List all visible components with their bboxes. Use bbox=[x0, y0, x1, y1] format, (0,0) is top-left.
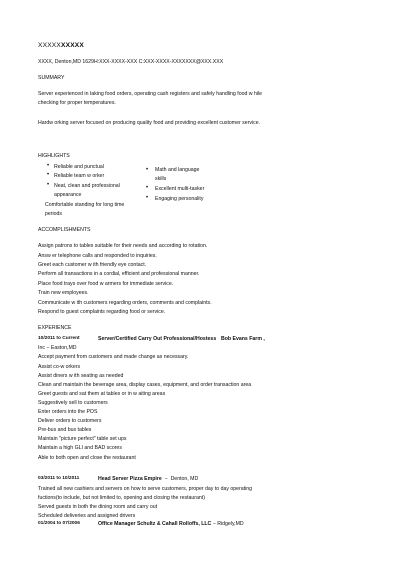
name-bold: XXXXX bbox=[61, 42, 84, 49]
bullet-icon: • bbox=[146, 185, 149, 191]
bullet-icon: • bbox=[47, 172, 50, 178]
contact-line: XXXX, Denton,MD 1629H:XXX-XXXX-XXX C:XXX-XXXX-XXXXXXX@XXX.XXX bbox=[38, 59, 224, 65]
highlights-heading: HIGHLIGHTS bbox=[38, 153, 70, 159]
duty-line: Clean and maintain the beverage area, display cases, equipment, and order transaction area bbox=[38, 382, 252, 388]
bullet-icon: • bbox=[47, 182, 50, 188]
job-header-line bbox=[98, 476, 198, 482]
summary-line: Hardw orking server focused on producing quality food and providing excellent customer service. bbox=[38, 120, 261, 126]
name-plain: XXXXX bbox=[38, 42, 61, 49]
accomplishment-line: Train new employees. bbox=[38, 290, 89, 296]
duty-line: Maintain a high GLI and BAD scores bbox=[38, 445, 122, 451]
bullet-icon: • bbox=[146, 195, 149, 201]
highlight-item: Reliable and punctual bbox=[54, 164, 104, 170]
duty-line: Deliver orders to customers bbox=[38, 418, 102, 424]
separator-dash: − bbox=[46, 345, 50, 351]
highlight-item-cont: appearance bbox=[54, 192, 82, 198]
duty-line: Scheduled deliveries and assigned drivers bbox=[38, 513, 136, 519]
highlight-item: Reliable team w orker bbox=[54, 173, 105, 179]
accomplishments-heading: ACCOMPLISHMENTS bbox=[38, 227, 91, 233]
highlight-item-cont: periods bbox=[45, 211, 63, 217]
job-title: Server/Certified Carry Out Professional/Hostess bbox=[98, 336, 217, 342]
job-title: Office Manager bbox=[98, 521, 136, 527]
accomplishment-line: Communicate w ith customers regarding orders, comments and complaints. bbox=[38, 300, 212, 306]
bullet-icon: • bbox=[47, 163, 50, 169]
highlight-item: Math and language bbox=[155, 167, 200, 173]
duty-line: Greet guests and sat them at tables or in w aiting areas bbox=[38, 391, 166, 397]
accomplishment-line: Respond to guest complaints regarding food or service. bbox=[38, 309, 166, 315]
separator-dash: − bbox=[164, 476, 168, 482]
accomplishment-line: Perform all transactions in a cordial, efficient and professional manner. bbox=[38, 271, 200, 277]
duty-line: Enter orders into the POS bbox=[38, 409, 98, 415]
highlight-item: Neat, clean and professional bbox=[54, 183, 120, 189]
duty-line: Pre-bus and bus tables bbox=[38, 427, 92, 433]
duty-line: Trained all new cashiers and servers on how to serve customers, proper day to day operating bbox=[38, 486, 253, 492]
accomplishment-line: Place food trays over food w armers for immediate service. bbox=[38, 281, 174, 287]
candidate-name bbox=[38, 43, 84, 49]
job-dates: 01/2004 to 07/2006 bbox=[38, 521, 80, 526]
duty-line: Assist co-w orkers bbox=[38, 364, 81, 370]
highlight-item-cont: skills bbox=[155, 176, 167, 182]
accomplishment-line: Assign patrons to tables suitable for their needs and according to rotation. bbox=[38, 243, 208, 249]
company-suffix: Inc bbox=[38, 345, 45, 351]
duty-line: Accept payment from customers and made change as necessary. bbox=[38, 354, 189, 360]
job-location: Easton,MD bbox=[50, 345, 77, 351]
job-company-cont bbox=[38, 345, 77, 351]
duty-line: Able to both open and close the restaurant bbox=[38, 455, 136, 461]
summary-line: Server experienced in taking food orders, operating cash registers and safely handling food w hile bbox=[38, 91, 263, 97]
bullet-icon: • bbox=[146, 167, 149, 173]
separator-dash: − bbox=[212, 521, 216, 527]
job-location: Denton, MD bbox=[170, 476, 199, 482]
job-company: Schultz & Cahall Rolloffs, LLC bbox=[136, 521, 212, 527]
duty-line: Maintain "picture perfect" table set ups bbox=[38, 436, 127, 442]
job-header-line bbox=[98, 521, 244, 527]
highlight-item: Engaging personality bbox=[155, 196, 204, 202]
duty-line: Assist diners w ith seating as needed bbox=[38, 373, 124, 379]
highlight-item: Excellent multi-tasker bbox=[155, 186, 205, 192]
duty-line: fuctions(to include, but not limited to, opening and closing the restaurant) bbox=[38, 495, 205, 501]
job-dates: 10/2011 to Current bbox=[38, 336, 80, 341]
experience-heading: EXPERIENCE bbox=[38, 325, 72, 331]
duty-line: Served guests in both the dining room and carry out bbox=[38, 504, 158, 510]
job-dates: 03/2011 to 10/2011 bbox=[38, 476, 80, 481]
job-location: Ridgely,MD bbox=[217, 521, 244, 527]
job-company: Pizza Empire bbox=[129, 476, 162, 482]
summary-line: checking for proper temperatures. bbox=[38, 100, 116, 106]
accomplishment-line: Answ er telephone calls and responded to inquiries. bbox=[38, 253, 157, 259]
summary-heading: SUMMARY bbox=[38, 75, 65, 81]
job-company: Bob Evans Farm , bbox=[221, 336, 265, 342]
job-title: Head Server bbox=[98, 476, 129, 482]
duty-line: Suggestively sell to customers bbox=[38, 400, 108, 406]
highlight-item: Comfortable standing for long time bbox=[45, 202, 125, 208]
accomplishment-line: Greet each customer w ith friendly eye contact. bbox=[38, 262, 147, 268]
